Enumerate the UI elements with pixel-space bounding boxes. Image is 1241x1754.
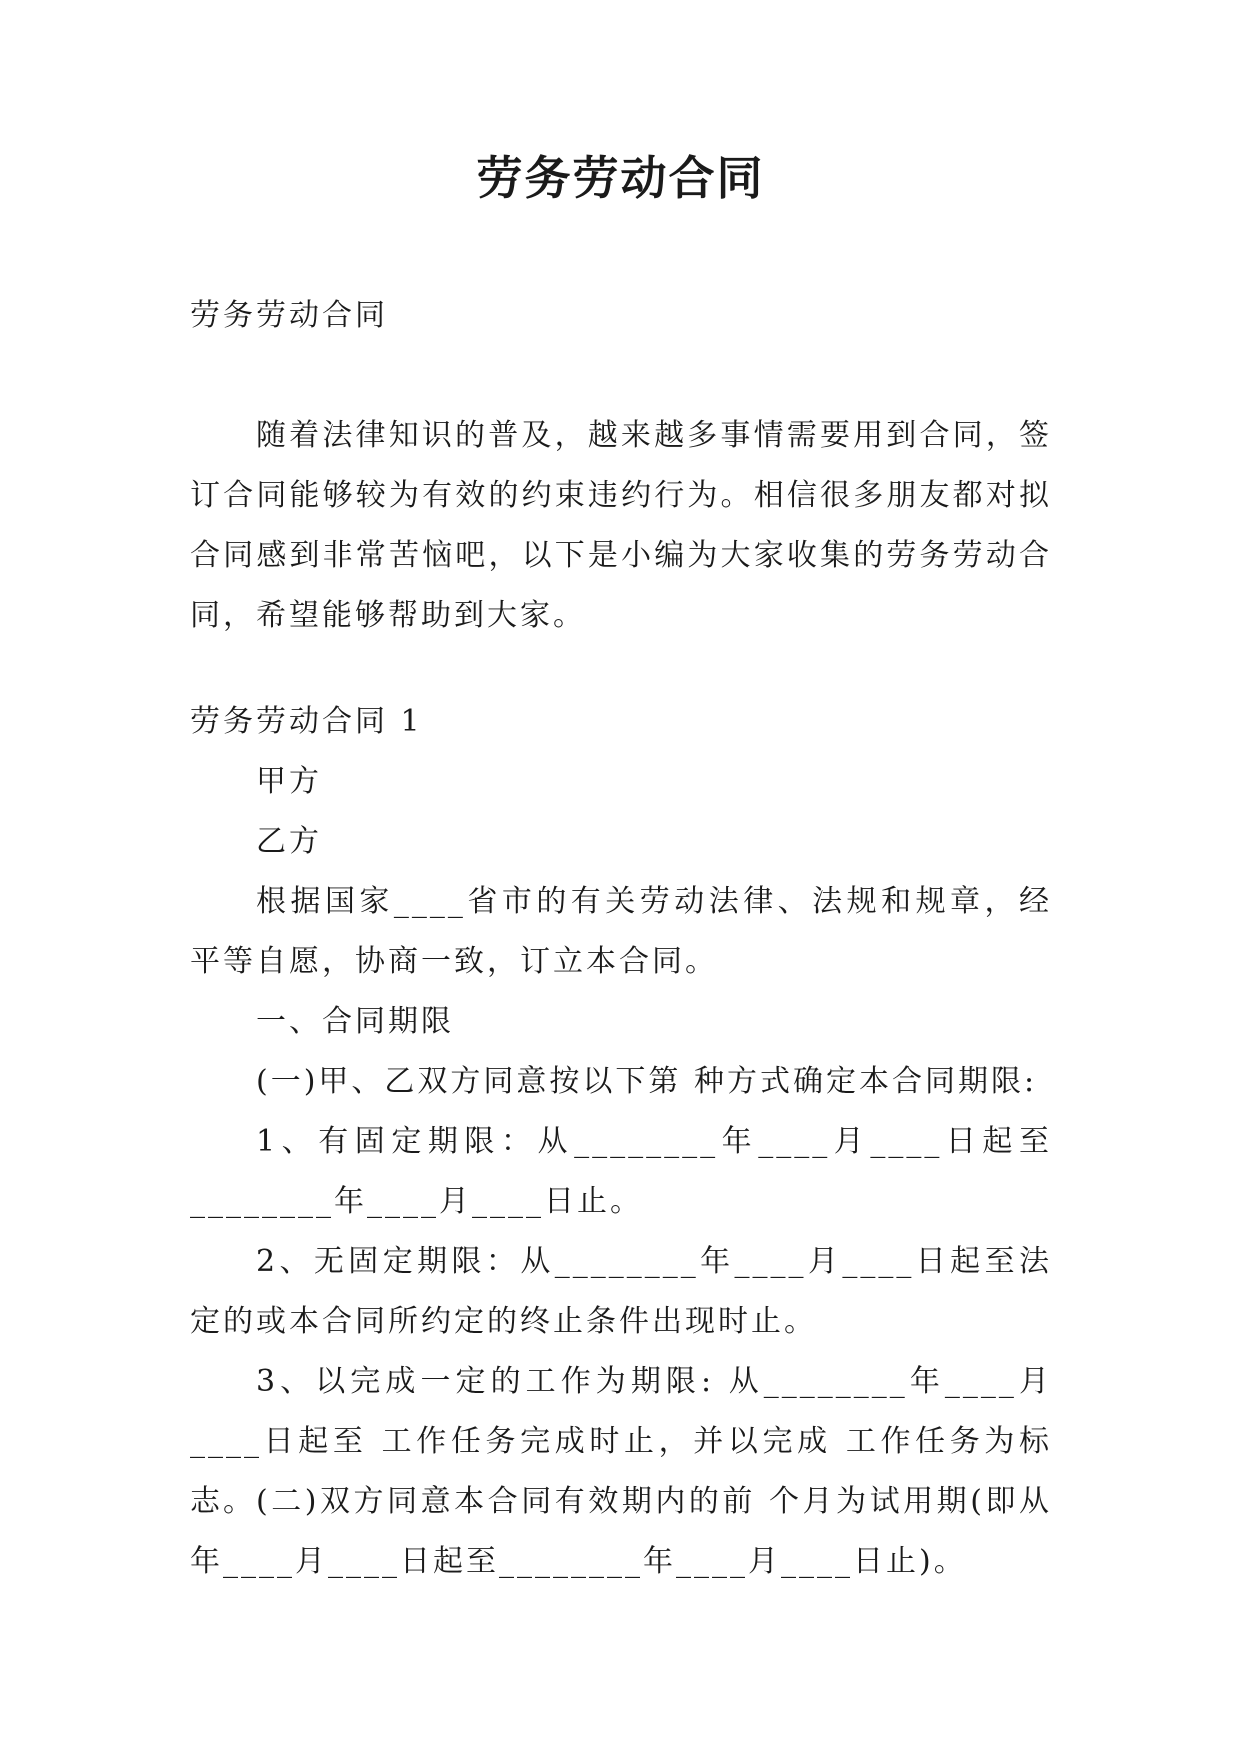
party-b-label: 乙方 (256, 824, 322, 859)
contract-basis-paragraph: 根据国家____省市的有关劳动法律、法规和规章，经平等自愿，协商一致，订立本合同。 (190, 884, 1052, 979)
document-title: 劳务劳动合同 (476, 151, 765, 205)
intro-paragraph: 随着法律知识的普及，越来越多事情需要用到合同，签订合同能够较为有效的约束违约行为。相信很多朋友都对拟合同感到非常苦恼吧，以下是小编为大家收集的劳务劳动合同，希望能够帮助到大家。 (190, 418, 1052, 633)
contract-heading: 劳务劳动合同 1 (190, 704, 423, 739)
clause-probation-period: (二)双方同意本合同有效期内的前 个月为试用期(即从 年____月____日起至________年____月____日止)。 (190, 1484, 1052, 1579)
section-heading-contract-term: 一、合同期限 (256, 1004, 454, 1039)
clause-fixed-term: 1、有固定期限：从________年____月____日起至________年____月____日止。 (190, 1124, 1052, 1219)
clause-open-term: 2、无固定期限：从________年____月____日起至法定的或本合同所约定的终止条件出现时止。 (190, 1244, 1052, 1339)
clause-term-method: (一)甲、乙双方同意按以下第 种方式确定本合同期限: (256, 1064, 1038, 1099)
document-subtitle: 劳务劳动合同 (190, 298, 388, 333)
clause-task-term: 3、以完成一定的工作为期限: 从________年____月____日起至 工作任务完成时止，并以完成 工作任务为标志。 (190, 1364, 1052, 1519)
party-a-label: 甲方 (256, 764, 322, 799)
